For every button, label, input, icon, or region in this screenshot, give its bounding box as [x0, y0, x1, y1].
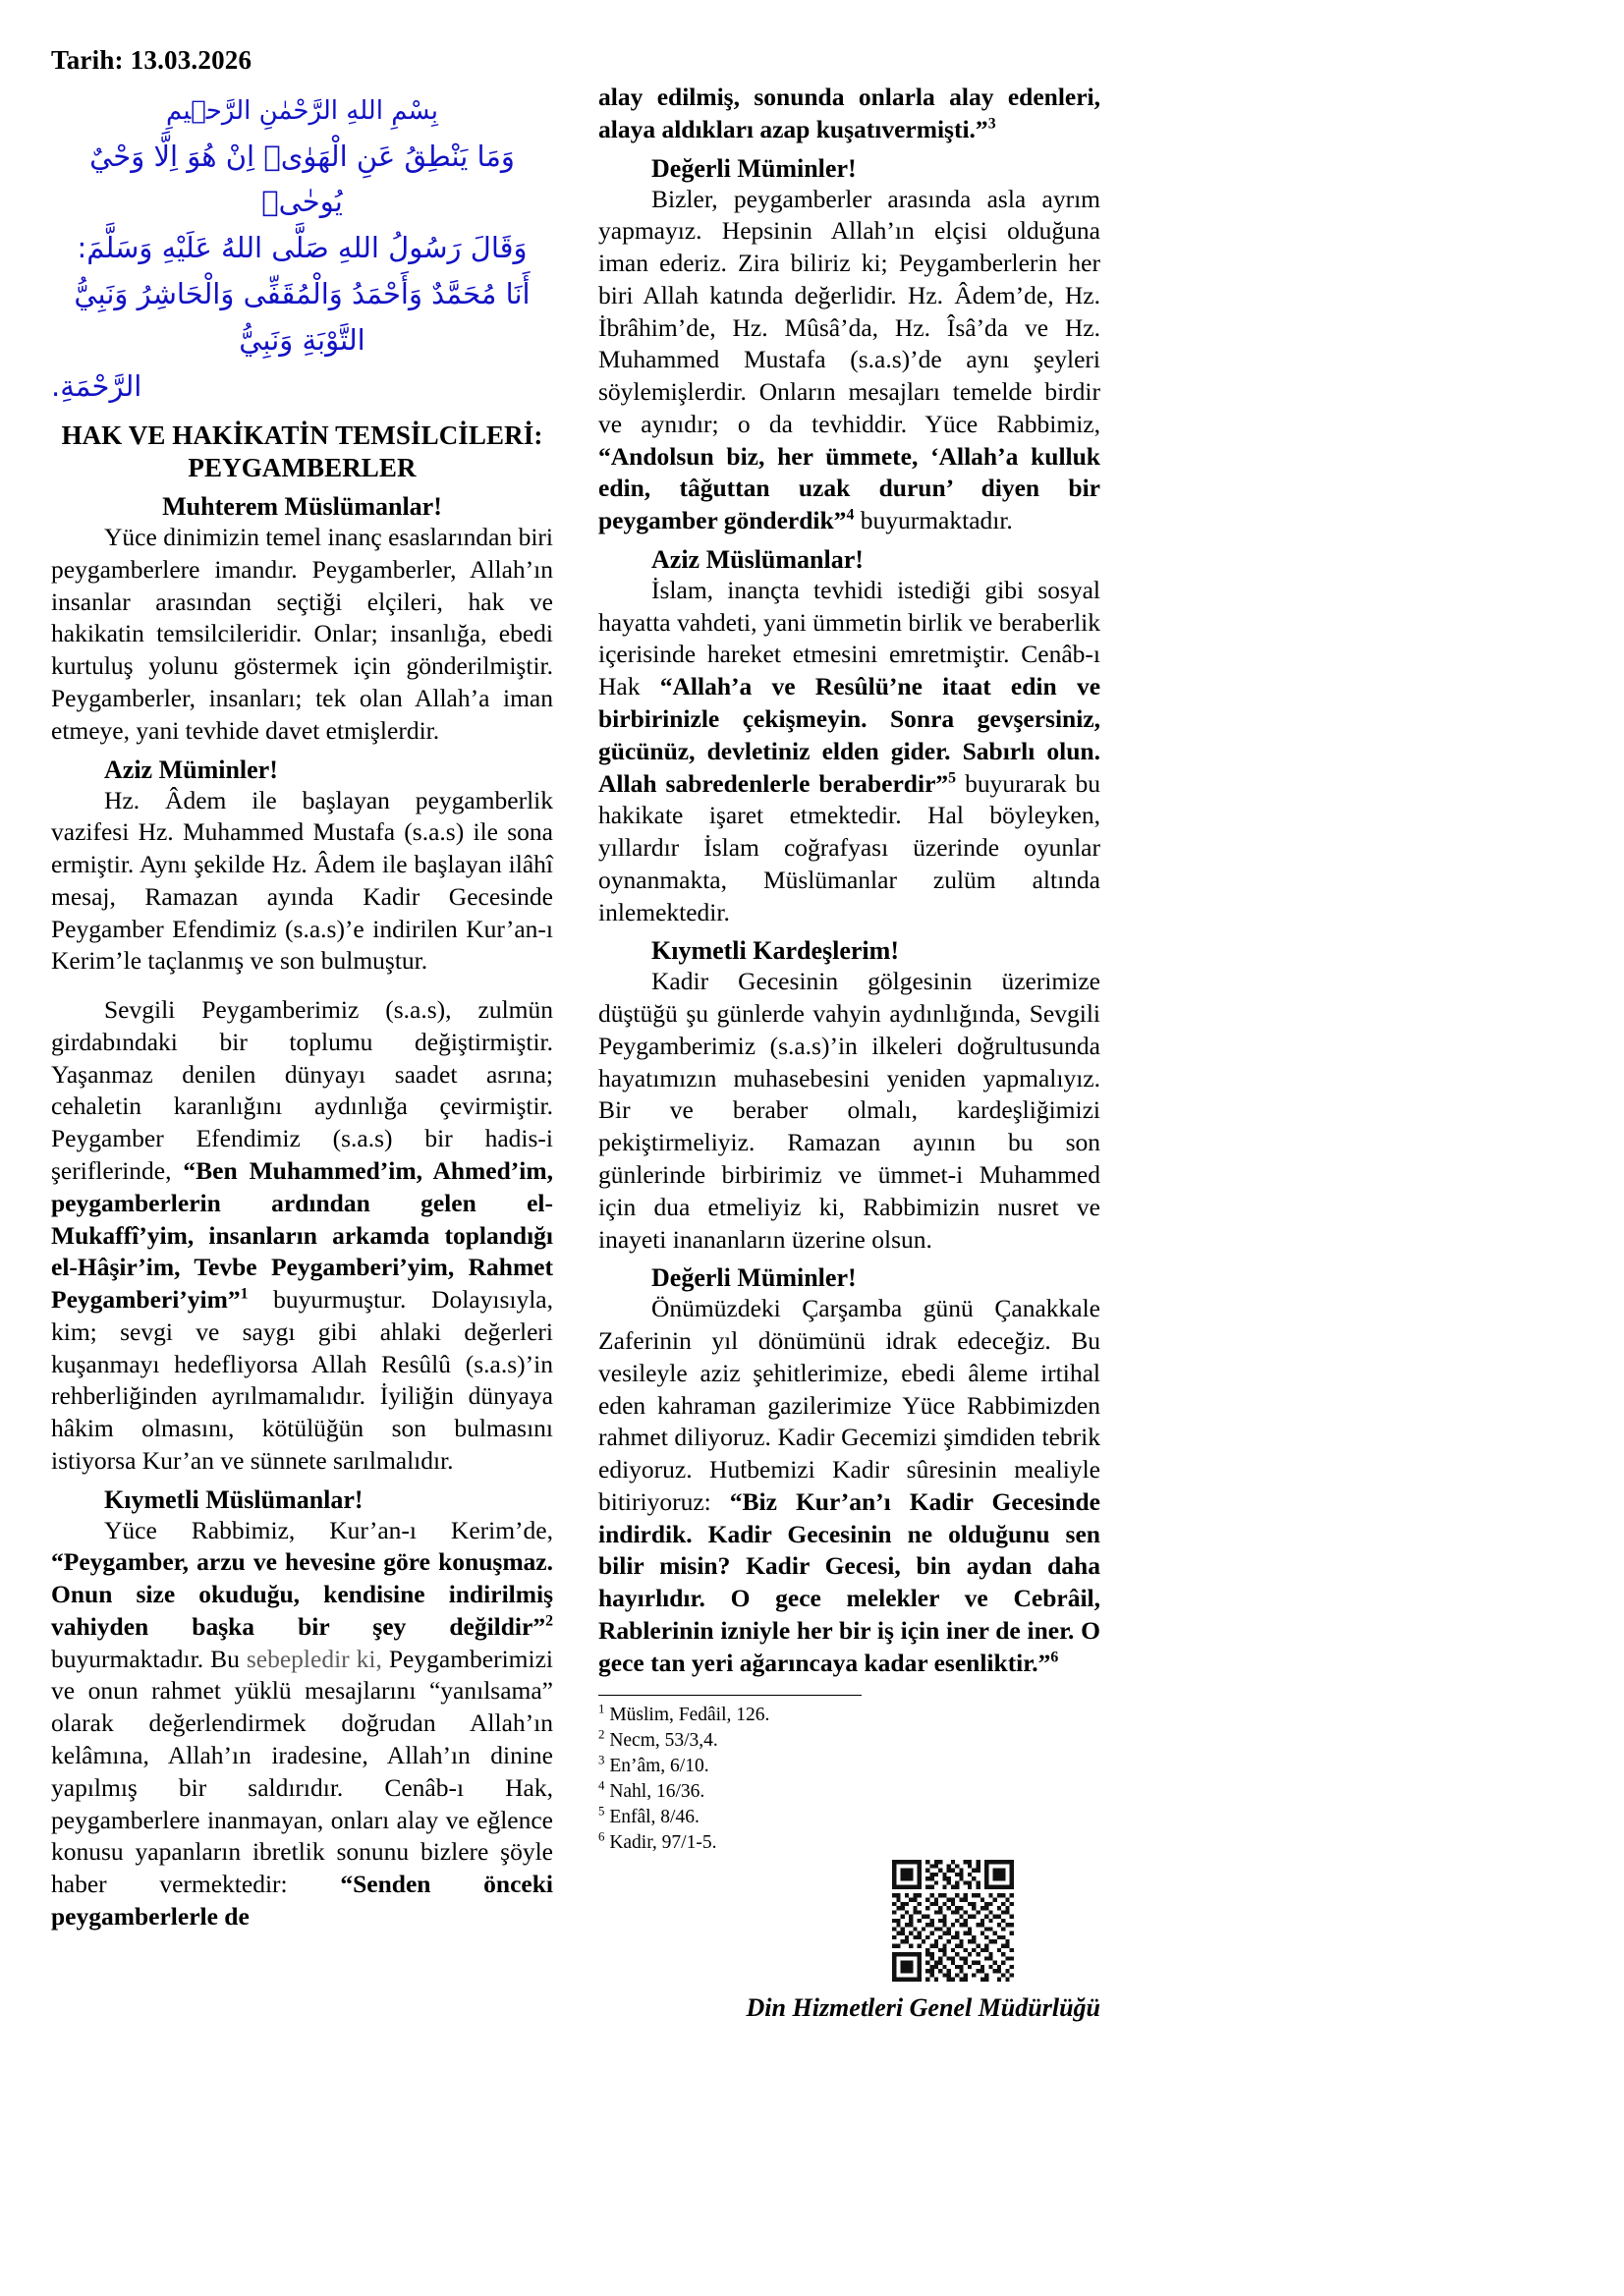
left-paragraph-2: Hz. Âdem ile başlayan peygamberlik vazifesi Hz. Muhammed Mustafa (s.a.s) ile sona ermiştir. Aynı şekilde Hz. Âdem ile başlayan ilâhî mesaj, Ramazan ayında Kadir Gecesinde Peygamber Efendimiz (s.a.s)’e indirilen Kur’an-ı Kerim’le taçlanmış ve son bulmuştur.	[51, 785, 553, 976]
besmele-text: بِسْمِ اللهِ الرَّحْمٰنِ الرَّح۪يمِ	[166, 96, 438, 126]
left-p4-mid: buyurmaktadır. Bu	[51, 1644, 247, 1673]
arabic-verses	[51, 134, 553, 411]
left-column	[51, 82, 553, 1933]
qr-code[interactable]	[892, 1860, 1014, 1982]
page-title-line-1: HAK VE HAKİKATİN TEMSİLCİLERİ:	[61, 420, 543, 451]
footnote-number: 1	[598, 1702, 605, 1716]
footnote-text: Necm, 53/3,4.	[609, 1730, 718, 1752]
two-column-layout	[51, 82, 1573, 2029]
salutation-degerli-muminler-2: Değerli Müminler!	[651, 1263, 857, 1293]
footnote-item	[598, 1754, 1100, 1779]
salutation-kiymetli-kardeslerim: Kıymetli Kardeşlerim!	[651, 936, 899, 966]
left-paragraph-4	[51, 1515, 553, 1933]
left-paragraph-1: Yüce dinimizin temel inanç esaslarından biri peygamberlere imandır. Peygamberler, Allah’ın insanlar arasından seçtiği elçileri, hak ve hakikatin temsilcileridir. Onlar; insanlığa, ebedi kurtuluş yolunu göstermek için gönderilmiştir. Peygamberler, insanları; tek olan Allah’a iman etmeye, yani tevhide davet etmişlerdir.	[51, 523, 553, 745]
footnote-number: 4	[598, 1778, 605, 1793]
left-p4-footnote-ref: 2	[545, 1612, 553, 1630]
footnote-item	[598, 1805, 1100, 1830]
arabic-line-2: وَقَالَ رَسُولُ اللهِ صَلَّى اللهُ عَلَيْهِ وَسَلَّمَ:	[77, 231, 528, 265]
footnote-text: Enfâl, 8/46.	[609, 1807, 700, 1828]
left-p4-grey: sebepledir ki,	[246, 1644, 382, 1673]
page-title-line-2: PEYGAMBERLER	[188, 453, 417, 483]
footnote-list	[598, 1703, 1100, 1856]
right-p2-footnote-ref: 5	[948, 769, 957, 787]
left-p4-pre: Yüce Rabbimiz, Kur’an-ı Kerim’de,	[104, 1515, 553, 1544]
footnote-number: 6	[598, 1829, 605, 1844]
salutation-kiymetli-muslumanlar: Kıymetli Müslümanlar!	[104, 1484, 364, 1514]
right-p1-pre: Bizler, peygamberler arasında asla ayrım yapmayız. Hepsinin Allah’ın elçisi olduğuna iman ederiz. Zira biliriz ki; Peygamberlerin her biri Allah katında değerlidir. Hz. Âdem’de, Hz. İbrâhim’de, Hz. Mûsâ’da, Hz. Îsâ’da ve Hz. Muhammed Mustafa (s.a.s)’de aynı şeyleri söylemişlerdir. Onların mesajları temelde birdir ve aynıdır; o da tevhiddir. Yüce Rabbimiz,	[598, 184, 1100, 438]
footer-row	[598, 1856, 1100, 2029]
page-title	[51, 420, 553, 484]
footnote-item	[598, 1728, 1100, 1754]
right-p4-pre: Önümüzdeki Çarşamba günü Çanakkale Zaferinin yıl dönümünü idrak edeceğiz. Bu vesileyle aziz şehitlerimize, ebedi âleme irtihal eden kahraman gazilerimize Yüce Rabbimizden rahmet diliyoruz. Kadir Gecemizi şimdiden tebrik ediyoruz. Hutbemizi Kadir sûresinin mealiyle bitiriyoruz:	[598, 1294, 1100, 1516]
left-p4-quote: “Peygamber, arzu ve hevesine göre konuşmaz. Onun size okuduğu, kendisine indirilmiş vahiyden başka bir şey değildir”	[51, 1547, 553, 1641]
salutation-degerli-muminler-1: Değerli Müminler!	[651, 153, 857, 183]
right-p2-pre: İslam, inançta tevhidi istediği gibi sosyal hayatta vahdeti, yani ümmetin birlik ve beraberlik içerisinde hareket etmesini emretmiştir. Cenâb-ı Hak	[598, 575, 1100, 701]
right-p4-footnote-ref: 6	[1050, 1649, 1059, 1666]
left-p3-quote: “Ben Muhammed’im, Ahmed’im, peygamberlerin ardından gelen el-Mukaffî’yim, insanların arkamda toplandığı el-Hâşir’im, Tevbe Peygamberi’yim, Rahmet Peygamberi’yim”	[51, 1155, 553, 1315]
footnote-number: 3	[598, 1753, 605, 1767]
footnote-number: 2	[598, 1727, 605, 1742]
salutation-muhterem-muslumanlar: Muhterem Müslümanlar!	[162, 492, 442, 522]
salutation-aziz-muslumanlar: Aziz Müslümanlar!	[651, 544, 864, 574]
right-paragraph-2	[598, 575, 1100, 928]
right-cont-quote-text: alay edilmiş, sonunda onlarla alay edenleri, alaya aldıkları azap kuşatıvermişti.”	[598, 83, 1100, 143]
footnote-item	[598, 1779, 1100, 1805]
salutation-aziz-muminler: Aziz Müminler!	[104, 755, 278, 784]
footnote-number: 5	[598, 1804, 605, 1819]
footnote-text: Müslim, Fedâil, 126.	[609, 1705, 770, 1726]
footnote-text: Nahl, 16/36.	[609, 1781, 705, 1803]
footnote-text: Kadir, 97/1-5.	[609, 1832, 717, 1854]
right-column	[598, 82, 1100, 2029]
footnote-item	[598, 1703, 1100, 1728]
left-p3-footnote-ref: 1	[240, 1285, 249, 1303]
right-p1-footnote-ref: 4	[846, 506, 855, 524]
right-p1-post: buyurmaktadır.	[854, 506, 1013, 535]
footnote-separator-rule	[598, 1695, 862, 1696]
right-cont-footnote-ref: 3	[987, 115, 996, 133]
right-p1-quote: “Andolsun biz, her ümmete, ‘Allah’a kulluk edin, tâğuttan uzak durun’ diyen bir peygamber gönderdik”	[598, 441, 1100, 535]
arabic-line-4: الرَّحْمَةِ.	[51, 369, 142, 404]
left-p3-pre: Sevgili Peygamberimiz (s.a.s), zulmün girdabındaki bir toplumu değiştirmiştir. Yaşanmaz denilen dünyayı saadet asrına; cehaletin karanlığını aydınlığa çevirmiştir. Peygamber Efendimiz (s.a.s) bir hadis-i şeriflerinde,	[51, 995, 553, 1185]
right-p4-quote: “Biz Kur’an’ı Kadir Gecesinde indirdik. Kadir Gecesinin ne olduğunu sen bilir misin? Kadir Gecesi, bin aydan daha hayırlıdır. O gece melekler ve Cebrâil, Rablerinin izniyle her bir iş için iner de iner. O gece tan yeri ağarıncaya kadar esenliktir.”	[598, 1486, 1100, 1677]
right-paragraph-1	[598, 184, 1100, 537]
left-p4-post: Peygamberimizi ve onun rahmet yüklü mesajlarını “yanılsama” olarak değerlendirmek doğrudan Allah’ın kelâmına, Allah’ın iradesine, Allah’ın dinine yapılmış bir saldırıdır. Cenâb-ı Hak, peygamberlere inanmayan, onları alay ve eğlence konusu yapanların ibretlik sonunu bizlere şöyle haber vermektedir:	[51, 1644, 553, 1899]
footnote-text: En’âm, 6/10.	[609, 1756, 709, 1777]
left-p4-quote2: “Senden önceki peygamberlerle de	[51, 1870, 554, 1931]
right-continuation-quote	[598, 82, 1100, 146]
issuer-signature: Din Hizmetleri Genel Müdürlüğü	[746, 1992, 1100, 2022]
right-p2-quote: “Allah’a ve Resûlü’ne itaat edin ve birbirinizle çekişmeyin. Sonra gevşersiniz, gücünüz, devletiniz elden gider. Sabırlı olun. Allah sabredenlerle beraberdir”	[598, 672, 1101, 798]
left-p3-post: buyurmuştur. Dolayısıyla, kim; sevgi ve saygı gibi ahlaki değerleri kuşanmayı hedefliyorsa Allah Resûlû (s.a.s)’in rehberliğinden ayrılmamalıdır. İyiliğin dünyaya hâkim olmasını, kötülüğün son bulmasını istiyorsa Kur’an ve sünnete sarılmalıdır.	[51, 1285, 553, 1475]
footnotes-section	[598, 1695, 1100, 1856]
arabic-line-1: وَمَا يَنْطِقُ عَنِ الْهَوٰىۚ اِنْ هُوَ اِلَّا وَحْيٌ يُوحٰىۙ	[89, 139, 515, 219]
right-paragraph-3: Kadir Gecesinin gölgesinin üzerimize düştüğü şu günlerde vahyin aydınlığında, Sevgili Peygamberimiz (s.a.s)’in ilkeleri doğrultusunda hayatımızın muhasebesini yeniden yapmalıyız. Bir ve beraber olmalı, kardeşliğimizi pekiştirmeliyiz. Ramazan ayının bu son günlerinde birbirimiz ve ümmet-i Muhammed için dua etmeliyiz ki, Rabbimizin nusret ve inayeti inananların üzerine olsun.	[598, 967, 1100, 1254]
right-paragraph-4	[598, 1293, 1100, 1679]
left-paragraph-3	[51, 994, 553, 1477]
right-p2-post: buyurarak bu hakikate işaret etmektedir. Hal böyleyken, yıllardır İslam coğrafyası üzerinde oyunlar oynanmakta, Müslümanlar zulüm altında inlemektedir.	[598, 768, 1101, 926]
footnote-item	[598, 1830, 1100, 1856]
arabic-opening-block	[51, 95, 553, 410]
date-label: Tarih: 13.03.2026	[51, 45, 252, 75]
arabic-line-3: أَنَا مُحَمَّدٌ وَأَحْمَدُ وَالْمُقَفِّى وَالْحَاشِرُ وَنَبِيُّ التَّوْبَةِ وَنَبِيُّ	[74, 277, 531, 358]
